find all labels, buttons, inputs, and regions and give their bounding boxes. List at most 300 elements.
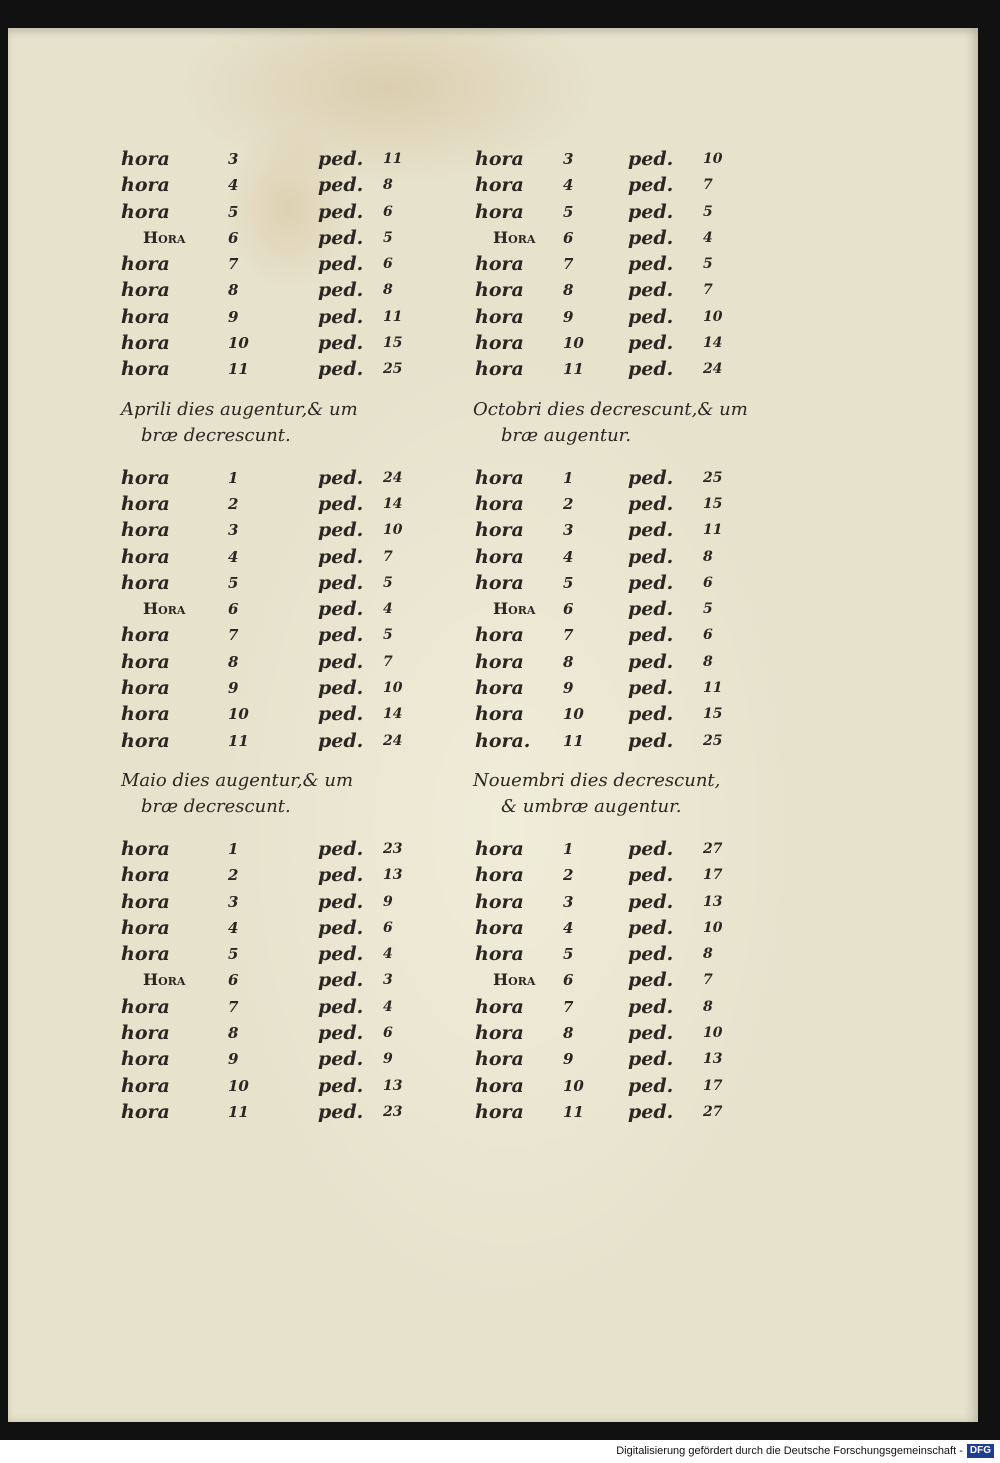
shadow-feet-value: 10 [703,151,723,167]
shadow-feet-value: 10 [383,522,403,539]
hour-number: 10 [228,705,249,724]
footer-text: Digitalisierung gefördert durch die Deutsche Forschungsgemeinschaft - [616,1445,963,1457]
hour-number: 6 [228,600,239,619]
table-row [463,862,793,888]
table-row [113,570,443,596]
hour-number: 4 [228,547,239,566]
hour-word: hora [121,729,170,752]
hour-number: 4 [563,176,574,195]
ped-label: ped. [318,729,364,752]
table-row [463,1020,793,1046]
ped-label: ped. [318,677,364,700]
hour-number: 10 [228,1076,249,1095]
table-row [113,277,443,303]
hour-number: 5 [228,202,239,221]
shadow-feet-value: 27 [703,840,723,857]
table-row [113,304,443,330]
ped-label: ped. [318,864,364,887]
ped-label: ped. [318,703,364,726]
hour-word: hora. [475,729,531,752]
hour-number: 6 [563,971,574,990]
table-row [113,330,443,356]
ped-label: ped. [628,492,674,515]
hour-number: 3 [228,892,239,911]
table-row [113,649,443,675]
hour-number: 7 [563,997,574,1016]
rows-november [463,836,793,1125]
ped-label: ped. [628,890,674,913]
table-row [463,277,793,303]
heading-may-line2: bræ decrescunt. [141,795,291,817]
table-row [113,675,443,701]
hour-word: hora [475,545,524,568]
hour-word: hora [121,305,170,328]
heading-may-line1: Maio dies augentur,& um [121,769,354,791]
hour-number: 5 [563,573,574,592]
hour-word: hora [475,995,524,1018]
shadow-feet-value: 24 [383,732,403,749]
hour-word: hora [121,174,170,197]
table-row [463,146,793,172]
table-row [463,941,793,967]
ped-label: ped. [318,969,364,992]
hour-number: 11 [228,731,249,750]
hour-word: hora [121,703,170,726]
hour-number: 9 [563,679,574,698]
shadow-feet-value: 6 [383,919,393,936]
hour-number: 8 [563,281,574,300]
ped-label: ped. [318,545,364,568]
ped-label: ped. [318,305,364,328]
ped-label: ped. [318,148,364,170]
shadow-feet-value: 27 [703,1103,723,1120]
hour-word: hora [475,358,524,381]
hour-word: hora [475,1074,524,1097]
hour-word: hora [121,545,170,568]
hour-number: 11 [563,1102,584,1121]
hour-number: 5 [563,945,574,964]
table-row [463,517,793,543]
shadow-feet-value: 10 [703,1025,723,1042]
table-row [463,199,793,225]
hour-word: hora [121,995,170,1018]
hour-number: 4 [563,918,574,937]
hour-number: 8 [228,652,239,671]
hour-number: 2 [563,866,574,885]
hour-word: hora [121,890,170,913]
hour-number: 11 [563,731,584,750]
ped-label: ped. [628,598,674,621]
hour-word: Hora [143,970,186,990]
ped-label: ped. [628,703,674,726]
table-row [113,465,443,491]
table-row [113,544,443,570]
hour-number: 6 [228,228,239,247]
ped-label: ped. [628,200,674,223]
shadow-feet-value: 10 [703,919,723,936]
shadow-feet-value: 14 [383,495,403,512]
ped-label: ped. [628,995,674,1018]
shadow-feet-value: 5 [703,203,713,220]
ped-label: ped. [628,1074,674,1097]
table-row [113,1046,443,1072]
table-row [463,701,793,727]
heading-november-line1: Nouembri dies decrescunt, [473,769,721,791]
shadow-feet-value: 7 [703,177,713,194]
table-row [463,1046,793,1072]
ped-label: ped. [318,943,364,966]
hour-number: 8 [563,1024,574,1043]
hour-word: hora [475,1048,524,1071]
shadow-feet-value: 6 [383,256,393,273]
hour-number: 5 [228,945,239,964]
ped-label: ped. [318,571,364,594]
left-column [113,146,443,1125]
ped-label: ped. [628,624,674,647]
shadow-feet-value: 11 [703,522,723,539]
heading-october [463,397,793,449]
hour-number: 8 [228,281,239,300]
shadow-feet-value: 17 [703,1077,723,1094]
hour-number: 7 [228,997,239,1016]
hour-word: hora [475,703,524,726]
hour-number: 10 [563,334,584,353]
hour-number: 1 [228,839,239,858]
footer-bar [0,1440,1000,1463]
shadow-feet-value: 6 [703,627,713,644]
ped-label: ped. [318,279,364,302]
rows-top-left [113,146,443,383]
ped-label: ped. [318,837,364,860]
shadow-feet-value: 4 [383,946,393,963]
shadow-feet-value: 25 [383,361,403,378]
table-row [113,251,443,277]
hour-number: 3 [563,521,574,540]
shadow-feet-value: 5 [383,627,393,644]
hour-word: Hora [493,599,536,619]
hour-word: hora [475,492,524,515]
shadow-feet-value: 7 [383,653,393,670]
shadow-feet-value: 25 [703,469,723,486]
hour-word: hora [121,279,170,302]
hour-word: hora [475,624,524,647]
shadow-feet-value: 6 [383,1025,393,1042]
hour-word: hora [475,174,524,197]
shadow-feet-value: 5 [703,256,713,273]
ped-label: ped. [318,332,364,355]
table-row [113,967,443,993]
ped-label: ped. [628,969,674,992]
ped-label: ped. [628,837,674,860]
ped-label: ped. [628,1100,674,1123]
table-row [463,465,793,491]
shadow-feet-value: 11 [383,308,403,325]
ped-label: ped. [318,624,364,647]
table-row [463,649,793,675]
hour-number: 11 [228,360,249,379]
shadow-feet-value: 13 [383,867,403,884]
hour-word: hora [121,200,170,223]
hour-word: hora [475,305,524,328]
ped-label: ped. [628,279,674,302]
hour-word: hora [475,519,524,542]
table-row [463,675,793,701]
dfg-logo: DFG [967,1444,994,1458]
shadow-feet-value: 13 [703,1051,723,1068]
hour-word: Hora [143,227,186,247]
hour-number: 8 [228,1024,239,1043]
table-row [463,915,793,941]
table-row [113,915,443,941]
hour-word: Hora [493,227,536,247]
ped-label: ped. [318,174,364,197]
hour-word: hora [121,837,170,860]
hour-word: hora [475,571,524,594]
shadow-feet-value: 24 [703,361,723,378]
hour-word: hora [475,279,524,302]
heading-november [463,768,793,820]
shadow-feet-value: 4 [703,229,713,246]
ped-label: ped. [318,519,364,542]
hour-number: 2 [228,866,239,885]
shadow-feet-value: 14 [703,335,723,352]
hour-number: 5 [228,573,239,592]
shadow-feet-value: 11 [383,151,403,167]
ped-label: ped. [628,305,674,328]
hour-word: hora [475,837,524,860]
ped-label: ped. [628,916,674,939]
hour-word: hora [121,519,170,542]
ped-label: ped. [628,864,674,887]
hour-word: hora [121,916,170,939]
hour-word: hora [121,358,170,381]
ped-label: ped. [628,466,674,489]
heading-may [113,768,443,820]
table-row [463,889,793,915]
ped-label: ped. [318,358,364,381]
shadow-feet-value: 8 [383,282,393,299]
hour-word: hora [121,148,170,170]
hour-word: hora [121,466,170,489]
right-column [463,146,793,1125]
table-row [463,1099,793,1125]
hour-number: 10 [228,334,249,353]
hour-word: hora [121,332,170,355]
ped-label: ped. [318,253,364,276]
ped-label: ped. [318,650,364,673]
hour-word: hora [475,332,524,355]
hour-word: hora [121,253,170,276]
hour-word: hora [121,650,170,673]
table-row [463,356,793,382]
table-row [113,728,443,754]
hour-number: 7 [563,255,574,274]
hour-number: 3 [228,150,239,168]
hour-word: hora [475,916,524,939]
hour-word: hora [121,1100,170,1123]
table-row [463,304,793,330]
heading-november-line2: & umbræ augentur. [501,795,682,817]
hour-number: 6 [563,600,574,619]
rows-october [463,465,793,754]
table-row [113,862,443,888]
hour-word: hora [475,677,524,700]
ped-label: ped. [628,1022,674,1045]
hour-number: 1 [563,468,574,487]
table-row [463,622,793,648]
ped-label: ped. [318,1048,364,1071]
shadow-feet-value: 10 [383,680,403,697]
ped-label: ped. [318,890,364,913]
table-row [113,517,443,543]
table-row [463,728,793,754]
table-row [113,596,443,622]
ped-label: ped. [628,226,674,249]
ped-label: ped. [628,943,674,966]
hour-number: 3 [563,892,574,911]
shadow-feet-value: 8 [703,548,713,565]
hour-word: hora [121,624,170,647]
shadow-feet-value: 23 [383,1103,403,1120]
heading-april-line1: Aprili dies augentur,& um [121,398,358,420]
ped-label: ped. [628,174,674,197]
rows-top-right [463,146,793,383]
shadow-feet-value: 7 [383,548,393,565]
hour-word: hora [475,253,524,276]
shadow-feet-value: 13 [703,893,723,910]
ped-label: ped. [318,1022,364,1045]
shadow-feet-value: 8 [703,998,713,1015]
hour-number: 11 [563,360,584,379]
table-row [113,225,443,251]
ped-label: ped. [318,598,364,621]
hour-number: 3 [228,521,239,540]
hour-number: 3 [563,150,574,168]
shadow-feet-value: 5 [703,601,713,618]
table-row [113,889,443,915]
hour-word: hora [121,492,170,515]
hour-word: hora [475,200,524,223]
shadow-feet-value: 15 [703,706,723,723]
table-row [463,251,793,277]
shadow-feet-value: 6 [383,203,393,220]
table-row [113,836,443,862]
table-row [113,491,443,517]
ped-label: ped. [318,200,364,223]
ped-label: ped. [628,729,674,752]
ped-label: ped. [628,358,674,381]
book-page [8,28,978,1422]
table-row [113,941,443,967]
ped-label: ped. [628,519,674,542]
hour-word: hora [121,571,170,594]
table-row [113,356,443,382]
ped-label: ped. [628,650,674,673]
table-row [463,596,793,622]
hour-number: 2 [228,494,239,513]
hour-number: 2 [563,494,574,513]
hour-word: hora [121,1022,170,1045]
shadow-feet-value: 8 [703,653,713,670]
hour-word: hora [475,943,524,966]
hour-number: 11 [228,1102,249,1121]
hour-number: 9 [563,1050,574,1069]
table-row [113,172,443,198]
shadow-feet-value: 3 [383,972,393,989]
shadow-feet-value: 9 [383,1051,393,1068]
ped-label: ped. [628,1048,674,1071]
hour-number: 9 [228,307,239,326]
shadow-feet-value: 17 [703,867,723,884]
hour-word: hora [475,1100,524,1123]
ped-label: ped. [628,545,674,568]
table-row [463,570,793,596]
hour-word: hora [121,864,170,887]
shadow-feet-value: 8 [703,946,713,963]
hour-number: 1 [563,839,574,858]
shadow-feet-value: 9 [383,893,393,910]
hour-number: 7 [228,255,239,274]
hour-number: 5 [563,202,574,221]
ped-label: ped. [628,253,674,276]
hour-number: 10 [563,705,584,724]
table-row [113,1099,443,1125]
ped-label: ped. [318,466,364,489]
ped-label: ped. [318,1100,364,1123]
table-row [113,199,443,225]
ped-label: ped. [318,226,364,249]
shadow-feet-value: 10 [703,308,723,325]
hour-word: Hora [143,599,186,619]
table-row [463,994,793,1020]
table-row [463,836,793,862]
hour-number: 4 [228,918,239,937]
hour-number: 9 [563,307,574,326]
heading-april [113,397,443,449]
table-row [463,491,793,517]
hour-word: hora [475,148,524,170]
hour-number: 7 [563,626,574,645]
shadow-feet-value: 4 [383,998,393,1015]
shadow-feet-value: 24 [383,469,403,486]
shadow-feet-value: 23 [383,840,403,857]
table-row [113,701,443,727]
table-row [463,172,793,198]
hour-number: 9 [228,1050,239,1069]
shadow-feet-value: 7 [703,972,713,989]
shadow-feet-value: 4 [383,601,393,618]
hour-number: 6 [563,228,574,247]
shadow-feet-value: 13 [383,1077,403,1094]
ped-label: ped. [628,148,674,170]
hour-word: hora [475,1022,524,1045]
shadow-feet-value: 5 [383,229,393,246]
ped-label: ped. [628,571,674,594]
hour-number: 1 [228,468,239,487]
hour-number: 9 [228,679,239,698]
ped-label: ped. [318,995,364,1018]
hour-number: 4 [563,547,574,566]
heading-october-line2: bræ augentur. [501,424,632,446]
table-row [463,544,793,570]
heading-april-line2: bræ decrescunt. [141,424,291,446]
shadow-feet-value: 8 [383,177,393,194]
hour-word: hora [475,466,524,489]
hour-number: 8 [563,652,574,671]
hour-word: hora [475,650,524,673]
hour-number: 10 [563,1076,584,1095]
hour-word: hora [475,890,524,913]
